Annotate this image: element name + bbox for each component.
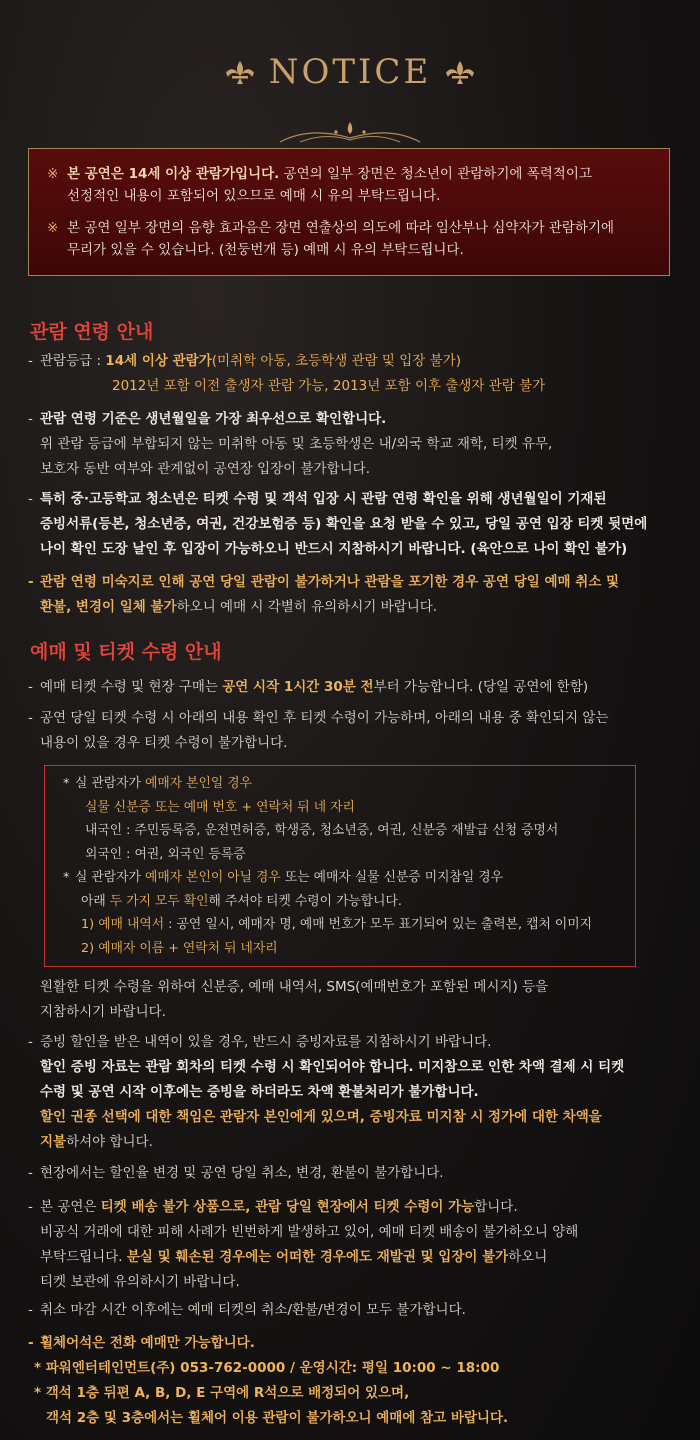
ticket-item-wheelchair: - 휠체어석은 전화 예매만 가능합니다. * 파워엔터테인먼트(주) 053-762-0000 / 운영시간: 평일 10:00 ~ 18:00 * 객석 1층 뒤편 A, B, D, E 구역에 R석으로 배정되어 있으며, 객석 2층 및 3층에서는 휠체어 이용 관람이 불가하오니 예매에 참고 바랍니다.: [28, 1335, 509, 1426]
list-item: 내국인 : 주민등록증, 운전면허증, 학생증, 청소년증, 여권, 신분증 재발급 신청 증명서: [85, 823, 559, 838]
list-item: * 실 관람자가 예매자 본인일 경우: [63, 776, 252, 791]
ticket-item-no-delivery: - 본 공연은 티켓 배송 불가 상품으로, 관람 당일 현장에서 티켓 수령이 가능합니다. 비공식 거래에 대한 피해 사례가 빈번하게 발생하고 있어, 예매 티켓 배송이 불가하오니 양해 부탁드립니다. 분실 및 훼손된 경우에는 어떠한 경우에도 재발권 및 입장이 불가하오니 티켓 보관에 유의하시기 바랍니다.: [28, 1199, 579, 1290]
ticket-item-cancel-deadline: - 취소 마감 시간 이후에는 예매 티켓의 취소/환불/변경이 모두 불가합니다.: [28, 1302, 466, 1318]
age-item-no-refund: - 관람 연령 미숙지로 인해 공연 당일 관람이 불가하거나 관람을 포기한 경우 공연 당일 예매 취소 및 환불, 변경이 일체 불가하오니 예매 시 각별히 유의하시기 바랍니다.: [28, 574, 620, 615]
age-item-rating: - 관람등급 : 14세 이상 관람가(미취학 아동, 초등학생 관람 및 입장 불가) 2012년 포함 이전 출생자 관람 가능, 2013년 포함 이후 출생자 관람 불가: [28, 353, 546, 394]
fleur-de-lis-right-icon: [442, 57, 478, 87]
age-item-birthdate: - 관람 연령 기준은 생년월일을 가장 최우선으로 확인합니다. 위 관람 등급에 부합되지 않는 미취학 아동 및 초등학생은 내/외국 학교 재학, 티켓 유무, 보호자 동반 여부와 관계없이 공연장 입장이 불가합니다.: [28, 411, 553, 477]
ticket-item-pickup-check: - 공연 당일 티켓 수령 시 아래의 내용 확인 후 티켓 수령이 가능하며, 아래의 내용 중 확인되지 않는 내용이 있을 경우 티켓 수령이 불가합니다.: [28, 710, 609, 751]
page-title: NOTICE: [268, 52, 432, 92]
reference-mark: ※: [47, 220, 59, 236]
list-item: 2) 예매자 이름 + 연락처 뒤 네자리: [81, 940, 278, 956]
fleur-de-lis-left-icon: [222, 57, 258, 87]
ticket-item-onsite-policy: - 현장에서는 할인율 변경 및 공연 당일 취소, 변경, 환불이 불가합니다.: [28, 1165, 444, 1181]
list-item: 외국인 : 여권, 외국인 등록증: [85, 846, 246, 862]
age-section-heading: 관람 연령 안내: [30, 321, 154, 343]
ticket-item-discount-proof: - 증빙 할인을 받은 내역이 있을 경우, 반드시 증빙자료를 지참하시기 바랍니다. 할인 증빙 자료는 관람 회차의 티켓 수령 시 확인되어야 합니다. 미지참으로 인한 차액 결제 시 티켓 수령 및 공연 시작 이후에는 증빙을 하더라도 차액 환불처리가 불가합니다. 할인 권종 선택에 대한 책임은 관람자 본인에게 있으며, 증빙자료 미지참 시 정가에 대한 차액을 지불하셔야 합니다.: [28, 1034, 625, 1150]
age-item-id-check: - 특히 중·고등학교 청소년은 티켓 수령 및 객석 입장 시 관람 연령 확인을 위해 생년월일이 기재된 증빙서류(등본, 청소년증, 여권, 건강보험증 등) 확인을 요청 받을 수 있고, 당일 공연 입장 티켓 뒷면에 나이 확인 도장 날인 후 입장이 가능하오니 반드시 지참하시기 바랍니다. (육안으로 나이 확인 불가): [28, 491, 648, 557]
warning-paragraph-2: ※ 본 공연 일부 장면의 음향 효과음은 장면 연출상의 의도에 따라 임산부나 심약자가 관람하기에 무리가 있을 수 있습니다. (천둥번개 등) 예매 시 유의 부탁드립니다.: [67, 217, 655, 261]
list-item: 실물 신분증 또는 예매 번호 + 연락처 뒤 네 자리: [85, 799, 355, 815]
warning-paragraph-1: ※ 본 공연은 14세 이상 관람가입니다. 공연의 일부 장면은 청소년이 관람하기에 폭력적이고 선정적인 내용이 포함되어 있으므로 예매 시 유의 부탁드립니다.: [67, 163, 655, 207]
notice-header: [0, 52, 700, 92]
ticket-item-pickup-time: - 예매 티켓 수령 및 현장 구매는 공연 시작 1시간 30분 전부터 가능합니다. (당일 공연에 한함): [28, 679, 589, 695]
ornament-divider: [270, 118, 430, 146]
reference-mark: ※: [47, 166, 59, 182]
ticket-section-heading: 예매 및 티켓 수령 안내: [30, 641, 222, 663]
list-item: 1) 예매 내역서 : 공연 일시, 예매자 명, 예매 번호가 모두 표기되어 있는 출력본, 캡처 이미지: [81, 917, 592, 932]
age-warning-box: [28, 148, 670, 276]
ticket-item-bring-docs: 원활한 티켓 수령을 위하여 신분증, 예매 내역서, SMS(예매번호가 포함된 메시지) 등을 지참하시기 바랍니다.: [40, 979, 549, 1020]
list-item: 아래 두 가지 모두 확인해 주셔야 티켓 수령이 가능합니다.: [81, 893, 402, 909]
pickup-requirements-box: [44, 765, 636, 967]
list-item: * 실 관람자가 예매자 본인이 아닐 경우 또는 예매자 실물 신분증 미지참일 경우: [63, 870, 503, 885]
